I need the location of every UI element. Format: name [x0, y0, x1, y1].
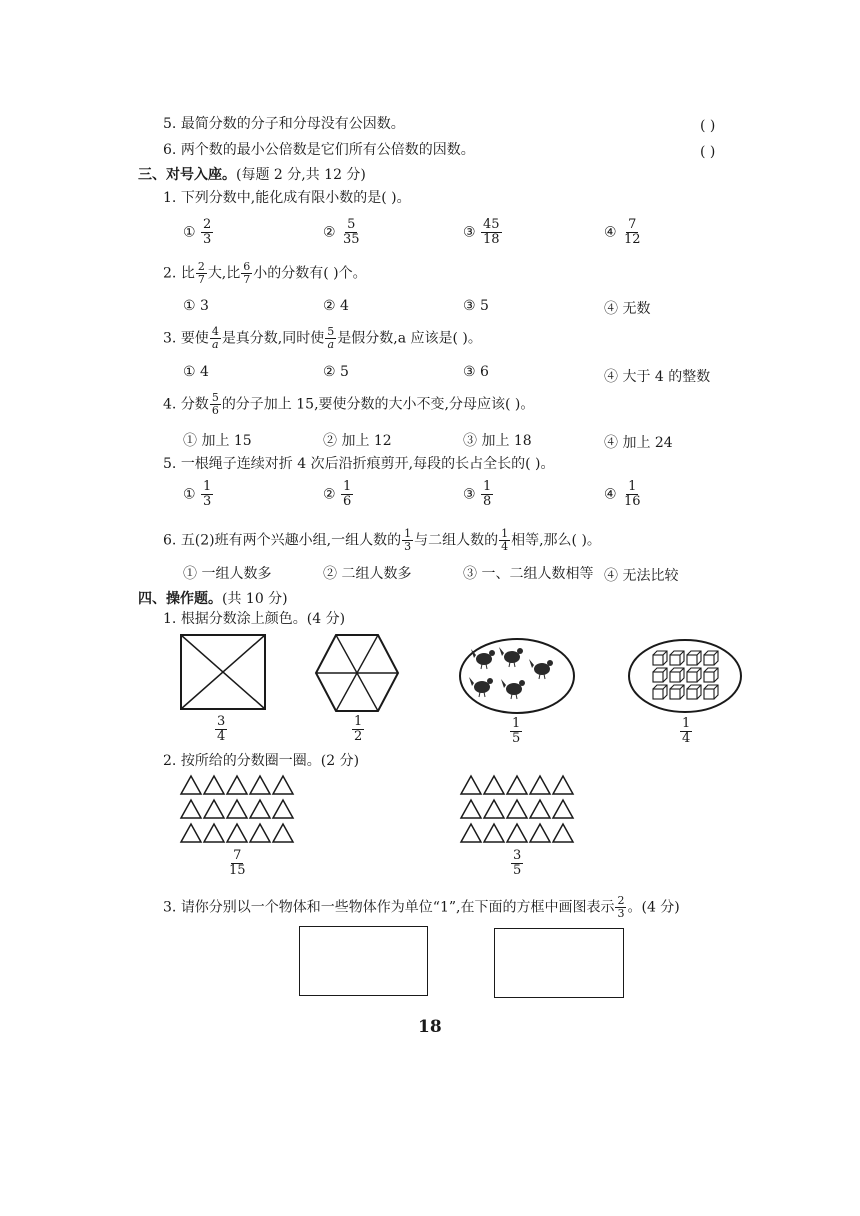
s3-q5-number: 5.	[163, 456, 177, 472]
rooster-ellipse-figure[interactable]	[458, 637, 576, 715]
option-mark: ②	[323, 486, 336, 503]
triangle-shape[interactable]	[553, 800, 573, 818]
s3-q6	[163, 528, 601, 553]
s3-q5-option-1[interactable]	[183, 480, 214, 509]
s4-q1-number: 1.	[163, 611, 177, 627]
triangle-shape[interactable]	[507, 776, 527, 794]
triangle-shape[interactable]	[530, 776, 550, 794]
s3-q1-text: 下列分数中,能化成有限小数的是( )。	[180, 190, 411, 206]
section3-note: (每题 2 分,共 12 分)	[236, 167, 366, 183]
option-fraction: $\frac{1}{16}$	[624, 479, 641, 509]
s3-q3-number: 3.	[163, 330, 177, 347]
option-mark: ④	[604, 224, 617, 241]
cube-shape	[670, 651, 684, 665]
option-fraction: $\frac{7}{12}$	[624, 217, 641, 247]
s3-q6-text-mid: 与二组人数的	[414, 532, 499, 549]
s3-q1-option-2[interactable]	[323, 218, 363, 247]
s4-q1-text: 根据分数涂上颜色。(4 分)	[180, 611, 346, 627]
option-mark: ③	[463, 224, 476, 241]
judge-q6-number: 6.	[163, 142, 177, 158]
judge-q5-answer-paren[interactable]: ( )	[700, 118, 716, 134]
s4-q2-number: 2.	[163, 753, 177, 769]
page-number: 18	[418, 1017, 442, 1037]
cube-shape	[653, 668, 667, 682]
section4-title: 四、操作题。	[138, 591, 222, 607]
s3-q1-option-1[interactable]	[183, 218, 214, 247]
s3-q1-option-3[interactable]	[463, 218, 503, 247]
s3-q4-text-pre: 分数	[180, 396, 209, 413]
s3-q5	[163, 455, 554, 473]
section3-heading	[138, 164, 366, 184]
triangle-grid-left[interactable]	[180, 774, 296, 844]
judge-q5-text: 最简分数的分子和分母没有公因数。	[180, 116, 405, 132]
s3-q6-fraction-1: $\frac{1}{3}$	[404, 527, 412, 553]
s4-q2-fraction-1: $\frac{7}{15}$	[229, 848, 246, 878]
s4-q1-fraction-4: $\frac{1}{4}$	[682, 716, 691, 746]
s4-q1	[163, 610, 345, 628]
triangle-shape[interactable]	[273, 776, 293, 794]
drawing-box-left[interactable]	[299, 926, 428, 996]
drawing-box-right[interactable]	[494, 928, 624, 998]
triangle-shape[interactable]	[227, 824, 247, 842]
option-fraction: $\frac{1}{6}$	[343, 479, 352, 509]
triangle-shape[interactable]	[461, 800, 481, 818]
s3-q4	[163, 392, 534, 417]
s4-q2	[163, 752, 359, 770]
s3-q4-text-post: 的分子加上 15,要使分数的大小不变,分母应该( )。	[221, 396, 535, 413]
cube-shape	[687, 668, 701, 682]
s3-q3-text-pre: 要使	[180, 330, 209, 347]
s3-q3-fraction-1: $\frac{4}{a}$	[211, 325, 219, 351]
judge-q6-answer-paren[interactable]: ( )	[700, 144, 716, 160]
s3-q4-number: 4.	[163, 396, 177, 413]
cube-shape	[653, 651, 667, 665]
s3-q6-number: 6.	[163, 532, 177, 549]
s3-q3-option-2[interactable]: ② 5	[323, 364, 349, 380]
triangle-shape[interactable]	[530, 800, 550, 818]
option-fraction: $\frac{2}{3}$	[203, 217, 212, 247]
s3-q2-option-1[interactable]: ① 3	[183, 298, 209, 314]
triangle-shape[interactable]	[273, 824, 293, 842]
section4-heading	[138, 588, 288, 608]
judge-q5-number: 5.	[163, 116, 177, 132]
s3-q6-option-1[interactable]: ① 一组人数多	[183, 566, 272, 582]
cube-shape	[704, 668, 718, 682]
s3-q1	[163, 189, 411, 207]
triangle-shape[interactable]	[484, 800, 504, 818]
cube-shape	[687, 685, 701, 699]
cube-shape	[670, 668, 684, 682]
s3-q6-text-post: 相等,那么( )。	[511, 532, 601, 549]
triangle-shape[interactable]	[250, 776, 270, 794]
s3-q3-option-3[interactable]: ③ 6	[463, 364, 489, 380]
s4-q3	[163, 895, 680, 920]
s3-q5-text: 一根绳子连续对折 4 次后沿折痕剪开,每段的长占全长的( )。	[180, 456, 555, 472]
option-fraction: $\frac{1}{8}$	[483, 479, 492, 509]
s3-q4-option-3[interactable]: ③ 加上 18	[463, 433, 532, 449]
triangle-shape[interactable]	[461, 824, 481, 842]
triangle-grid-right[interactable]	[460, 774, 576, 844]
cube-shape	[687, 651, 701, 665]
triangle-shape[interactable]	[181, 800, 201, 818]
s3-q5-option-2[interactable]	[323, 480, 354, 509]
triangle-shape[interactable]	[553, 824, 573, 842]
s3-q2-fraction-1: $\frac{2}{7}$	[197, 260, 205, 286]
option-fraction: $\frac{45}{18}$	[483, 217, 500, 247]
s3-q1-number: 1.	[163, 190, 177, 206]
judge-q5	[163, 115, 405, 133]
triangle-shape[interactable]	[273, 800, 293, 818]
triangle-shape[interactable]	[553, 776, 573, 794]
section4-note: (共 10 分)	[222, 591, 288, 607]
s4-q1-fraction-1: $\frac{3}{4}$	[217, 714, 226, 744]
s3-q6-option-4[interactable]: ④ 无法比较	[604, 568, 679, 584]
s3-q2-number: 2.	[163, 265, 177, 282]
option-mark: ①	[183, 224, 196, 241]
option-mark: ①	[183, 486, 196, 503]
s4-q2-fraction-2: $\frac{3}{5}$	[513, 848, 522, 878]
option-mark: ④	[604, 486, 617, 503]
s3-q2	[163, 261, 367, 286]
option-mark: ③	[463, 486, 476, 503]
s3-q2-option-2[interactable]: ② 4	[323, 298, 349, 314]
hexagon-figure[interactable]	[315, 633, 399, 713]
judge-q6-text: 两个数的最小公倍数是它们所有公倍数的因数。	[180, 142, 475, 158]
s3-q3-option-4[interactable]: ④ 大于 4 的整数	[604, 369, 711, 385]
cube-shape	[704, 651, 718, 665]
s4-q3-text-post: 。(4 分)	[627, 899, 680, 916]
option-mark: ②	[323, 224, 336, 241]
s3-q2-text-pre: 比	[180, 265, 195, 282]
triangle-shape[interactable]	[204, 824, 224, 842]
triangle-shape[interactable]	[250, 800, 270, 818]
s4-q3-number: 3.	[163, 899, 177, 916]
triangle-shape[interactable]	[181, 824, 201, 842]
triangle-shape[interactable]	[204, 800, 224, 818]
s4-q3-fraction: $\frac{2}{3}$	[617, 894, 625, 920]
s3-q6-fraction-2: $\frac{1}{4}$	[501, 527, 509, 553]
cube-shape	[704, 685, 718, 699]
triangle-shape[interactable]	[250, 824, 270, 842]
triangle-shape[interactable]	[484, 776, 504, 794]
s3-q2-option-3[interactable]: ③ 5	[463, 298, 489, 314]
s3-q5-option-3[interactable]	[463, 480, 494, 509]
cube-ellipse-figure[interactable]	[627, 638, 743, 714]
s4-q2-text: 按所给的分数圈一圈。(2 分)	[180, 753, 360, 769]
triangle-shape[interactable]	[507, 824, 527, 842]
option-fraction: $\frac{1}{3}$	[203, 479, 212, 509]
square-figure[interactable]	[180, 634, 266, 710]
option-fraction: $\frac{5}{35}$	[343, 217, 360, 247]
triangle-shape[interactable]	[227, 800, 247, 818]
s3-q6-option-2[interactable]: ② 二组人数多	[323, 566, 412, 582]
section3-title: 三、对号入座。	[138, 167, 236, 183]
triangle-shape[interactable]	[227, 776, 247, 794]
s3-q2-text-mid: 大,比	[207, 265, 241, 282]
triangle-shape[interactable]	[461, 776, 481, 794]
triangle-shape[interactable]	[204, 776, 224, 794]
s4-q3-text-pre: 请你分别以一个物体和一些物体作为单位“1”,在下面的方框中画图表示	[180, 899, 615, 916]
triangle-shape[interactable]	[484, 824, 504, 842]
s3-q5-option-4[interactable]	[604, 480, 644, 509]
s3-q3-fraction-2: $\frac{5}{a}$	[327, 325, 335, 351]
s3-q6-option-3[interactable]: ③ 一、二组人数相等	[463, 566, 594, 582]
cube-shape	[653, 685, 667, 699]
s3-q4-fraction: $\frac{5}{6}$	[211, 391, 219, 417]
s3-q2-fraction-2: $\frac{6}{7}$	[243, 260, 251, 286]
cube-shape	[670, 685, 684, 699]
triangle-shape[interactable]	[181, 776, 201, 794]
s3-q3-text-post: 是假分数,a 应该是( )。	[337, 330, 482, 347]
s3-q3-text-mid: 是真分数,同时使	[221, 330, 325, 347]
s3-q2-option-4[interactable]: ④ 无数	[604, 301, 651, 317]
s3-q4-option-4[interactable]: ④ 加上 24	[604, 435, 673, 451]
triangle-shape[interactable]	[507, 800, 527, 818]
s4-q1-fraction-2: $\frac{1}{2}$	[354, 714, 363, 744]
s4-q1-fraction-3: $\frac{1}{5}$	[512, 716, 521, 746]
s3-q4-option-1[interactable]: ① 加上 15	[183, 433, 252, 449]
s3-q3-option-1[interactable]: ① 4	[183, 364, 209, 380]
triangle-shape[interactable]	[530, 824, 550, 842]
s3-q6-text-pre: 五(2)班有两个兴趣小组,一组人数的	[180, 532, 402, 549]
s3-q2-text-post: 小的分数有( )个。	[253, 265, 367, 282]
s3-q3	[163, 326, 482, 351]
judge-q6	[163, 141, 475, 159]
s3-q1-option-4[interactable]	[604, 218, 644, 247]
s3-q4-option-2[interactable]: ② 加上 12	[323, 433, 392, 449]
